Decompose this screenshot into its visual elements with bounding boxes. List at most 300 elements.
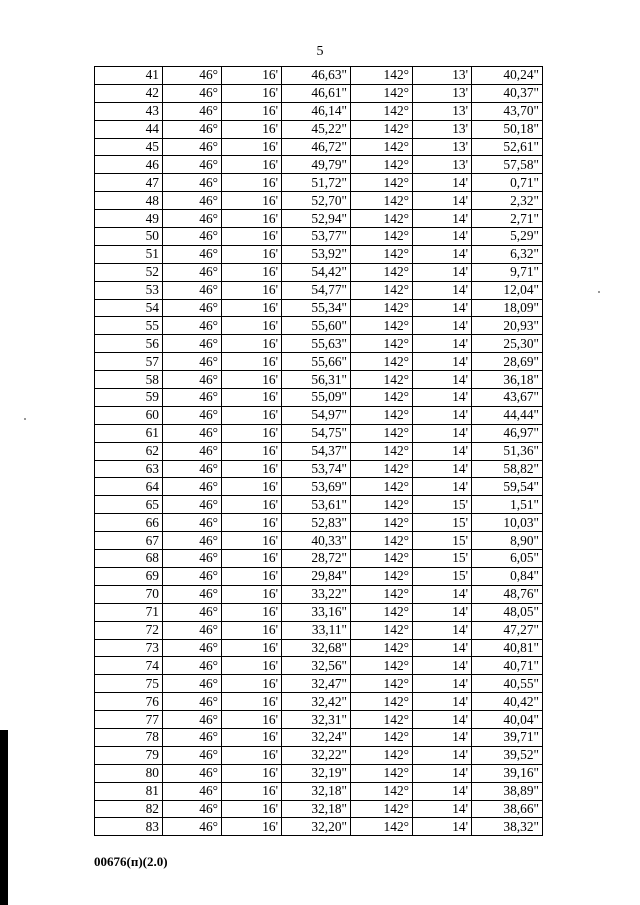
lon-minutes-cell: 14' [413,585,472,603]
lat-minutes-cell: 16' [222,228,282,246]
lon-degrees-cell: 142° [351,174,413,192]
lat-degrees-cell: 46° [163,585,222,603]
lat-degrees-cell: 46° [163,675,222,693]
lon-degrees-cell: 142° [351,478,413,496]
lat-seconds-cell: 28,72" [282,550,351,568]
lat-minutes-cell: 16' [222,764,282,782]
lon-degrees-cell: 142° [351,210,413,228]
lon-minutes-cell: 14' [413,693,472,711]
lon-degrees-cell: 142° [351,657,413,675]
table-row [95,263,543,281]
lon-minutes-cell: 14' [413,192,472,210]
lat-seconds-cell: 52,94" [282,210,351,228]
lon-minutes-cell: 14' [413,818,472,836]
lon-seconds-cell: 25,30" [472,335,543,353]
lat-seconds-cell: 55,09" [282,389,351,407]
lat-minutes-cell: 16' [222,478,282,496]
table-row [95,442,543,460]
lat-seconds-cell: 32,24" [282,728,351,746]
lat-minutes-cell: 16' [222,621,282,639]
lon-seconds-cell: 40,24" [472,67,543,85]
lon-seconds-cell: 10,03" [472,514,543,532]
lon-minutes-cell: 13' [413,102,472,120]
lon-minutes-cell: 15' [413,567,472,585]
lat-minutes-cell: 16' [222,299,282,317]
point-number-cell: 83 [95,818,163,836]
lat-seconds-cell: 32,68" [282,639,351,657]
lon-degrees-cell: 142° [351,764,413,782]
lat-degrees-cell: 46° [163,800,222,818]
lon-degrees-cell: 142° [351,84,413,102]
point-number-cell: 68 [95,550,163,568]
point-number-cell: 74 [95,657,163,675]
lon-seconds-cell: 47,27" [472,621,543,639]
lon-degrees-cell: 142° [351,567,413,585]
lon-seconds-cell: 38,89" [472,782,543,800]
lon-degrees-cell: 142° [351,371,413,389]
lon-degrees-cell: 142° [351,460,413,478]
lon-seconds-cell: 43,70" [472,102,543,120]
lon-degrees-cell: 142° [351,621,413,639]
lat-minutes-cell: 16' [222,67,282,85]
table-row [95,389,543,407]
table-row [95,138,543,156]
lat-degrees-cell: 46° [163,335,222,353]
table-row [95,353,543,371]
table-row [95,496,543,514]
point-number-cell: 63 [95,460,163,478]
table-row [95,693,543,711]
coordinates-table [94,66,543,836]
lat-degrees-cell: 46° [163,711,222,729]
table-row [95,460,543,478]
lat-seconds-cell: 53,92" [282,245,351,263]
point-number-cell: 49 [95,210,163,228]
lat-seconds-cell: 32,20" [282,818,351,836]
lat-minutes-cell: 16' [222,192,282,210]
lon-degrees-cell: 142° [351,728,413,746]
lon-degrees-cell: 142° [351,585,413,603]
lon-minutes-cell: 14' [413,460,472,478]
lat-minutes-cell: 16' [222,389,282,407]
lon-minutes-cell: 13' [413,120,472,138]
lat-degrees-cell: 46° [163,532,222,550]
lat-degrees-cell: 46° [163,120,222,138]
point-number-cell: 46 [95,156,163,174]
lon-minutes-cell: 14' [413,603,472,621]
lat-minutes-cell: 16' [222,263,282,281]
lon-minutes-cell: 15' [413,514,472,532]
lat-seconds-cell: 32,22" [282,746,351,764]
lon-minutes-cell: 14' [413,245,472,263]
lat-seconds-cell: 46,61" [282,84,351,102]
lon-minutes-cell: 14' [413,263,472,281]
lon-seconds-cell: 59,54" [472,478,543,496]
lon-seconds-cell: 28,69" [472,353,543,371]
lat-minutes-cell: 16' [222,657,282,675]
lat-degrees-cell: 46° [163,138,222,156]
point-number-cell: 65 [95,496,163,514]
lon-minutes-cell: 14' [413,353,472,371]
lat-minutes-cell: 16' [222,818,282,836]
lon-degrees-cell: 142° [351,156,413,174]
point-number-cell: 50 [95,228,163,246]
page-number: 5 [316,44,324,59]
lat-seconds-cell: 32,19" [282,764,351,782]
lat-seconds-cell: 46,63" [282,67,351,85]
lon-seconds-cell: 5,29" [472,228,543,246]
point-number-cell: 61 [95,424,163,442]
lat-degrees-cell: 46° [163,782,222,800]
lon-seconds-cell: 43,67" [472,389,543,407]
table-row [95,299,543,317]
table-row [95,228,543,246]
lon-seconds-cell: 46,97" [472,424,543,442]
lat-minutes-cell: 16' [222,210,282,228]
lat-seconds-cell: 32,47" [282,675,351,693]
table-row [95,800,543,818]
lon-seconds-cell: 39,16" [472,764,543,782]
table-row [95,102,543,120]
point-number-cell: 41 [95,67,163,85]
lon-seconds-cell: 38,32" [472,818,543,836]
lon-seconds-cell: 40,55" [472,675,543,693]
table-row [95,67,543,85]
table-row [95,120,543,138]
lon-minutes-cell: 14' [413,228,472,246]
lon-degrees-cell: 142° [351,299,413,317]
lon-seconds-cell: 6,32" [472,245,543,263]
lon-degrees-cell: 142° [351,228,413,246]
table-row [95,621,543,639]
point-number-cell: 77 [95,711,163,729]
table-row [95,371,543,389]
lat-degrees-cell: 46° [163,567,222,585]
table-row [95,84,543,102]
lat-seconds-cell: 55,63" [282,335,351,353]
lat-seconds-cell: 33,22" [282,585,351,603]
lat-minutes-cell: 16' [222,156,282,174]
lat-minutes-cell: 16' [222,245,282,263]
point-number-cell: 64 [95,478,163,496]
lat-degrees-cell: 46° [163,317,222,335]
lon-degrees-cell: 142° [351,335,413,353]
table-row [95,335,543,353]
lon-degrees-cell: 142° [351,353,413,371]
lat-minutes-cell: 16' [222,84,282,102]
lon-minutes-cell: 13' [413,84,472,102]
lon-seconds-cell: 48,05" [472,603,543,621]
table-row [95,514,543,532]
lat-seconds-cell: 32,31" [282,711,351,729]
lon-minutes-cell: 14' [413,210,472,228]
lon-seconds-cell: 1,51" [472,496,543,514]
coordinates-table-body [95,67,543,836]
lat-minutes-cell: 16' [222,281,282,299]
lat-seconds-cell: 32,42" [282,693,351,711]
lon-degrees-cell: 142° [351,317,413,335]
lon-degrees-cell: 142° [351,532,413,550]
lon-seconds-cell: 38,66" [472,800,543,818]
lon-minutes-cell: 14' [413,657,472,675]
lat-minutes-cell: 16' [222,460,282,478]
lat-minutes-cell: 16' [222,746,282,764]
point-number-cell: 42 [95,84,163,102]
lat-seconds-cell: 45,22" [282,120,351,138]
lon-degrees-cell: 142° [351,389,413,407]
point-number-cell: 75 [95,675,163,693]
lon-minutes-cell: 14' [413,478,472,496]
lat-seconds-cell: 49,79" [282,156,351,174]
lat-degrees-cell: 46° [163,693,222,711]
table-row [95,711,543,729]
lon-minutes-cell: 14' [413,317,472,335]
lat-degrees-cell: 46° [163,478,222,496]
table-row [95,746,543,764]
lat-minutes-cell: 16' [222,120,282,138]
lat-degrees-cell: 46° [163,210,222,228]
lon-seconds-cell: 9,71" [472,263,543,281]
point-number-cell: 43 [95,102,163,120]
lon-minutes-cell: 14' [413,800,472,818]
lat-degrees-cell: 46° [163,550,222,568]
point-number-cell: 81 [95,782,163,800]
point-number-cell: 58 [95,371,163,389]
point-number-cell: 76 [95,693,163,711]
lon-seconds-cell: 58,82" [472,460,543,478]
table-row [95,532,543,550]
lon-minutes-cell: 14' [413,335,472,353]
lon-minutes-cell: 15' [413,496,472,514]
lat-minutes-cell: 16' [222,102,282,120]
lon-minutes-cell: 14' [413,639,472,657]
table-row [95,585,543,603]
lat-minutes-cell: 16' [222,639,282,657]
lon-degrees-cell: 142° [351,263,413,281]
lat-seconds-cell: 51,72" [282,174,351,192]
lon-seconds-cell: 40,04" [472,711,543,729]
lat-minutes-cell: 16' [222,532,282,550]
point-number-cell: 57 [95,353,163,371]
lon-degrees-cell: 142° [351,245,413,263]
table-row [95,603,543,621]
lon-degrees-cell: 142° [351,746,413,764]
lon-seconds-cell: 8,90" [472,532,543,550]
lat-minutes-cell: 16' [222,514,282,532]
table-row [95,657,543,675]
table-row [95,764,543,782]
lon-degrees-cell: 142° [351,406,413,424]
point-number-cell: 67 [95,532,163,550]
lat-degrees-cell: 46° [163,299,222,317]
lat-seconds-cell: 53,77" [282,228,351,246]
table-row [95,728,543,746]
lat-seconds-cell: 32,18" [282,782,351,800]
lat-degrees-cell: 46° [163,746,222,764]
point-number-cell: 55 [95,317,163,335]
lat-degrees-cell: 46° [163,728,222,746]
lat-degrees-cell: 46° [163,156,222,174]
lat-degrees-cell: 46° [163,102,222,120]
lat-minutes-cell: 16' [222,174,282,192]
lon-minutes-cell: 14' [413,621,472,639]
lon-minutes-cell: 14' [413,389,472,407]
lat-seconds-cell: 55,60" [282,317,351,335]
lon-seconds-cell: 20,93" [472,317,543,335]
lat-degrees-cell: 46° [163,639,222,657]
lon-minutes-cell: 14' [413,371,472,389]
table-row [95,406,543,424]
table-row [95,818,543,836]
lat-degrees-cell: 46° [163,621,222,639]
lat-degrees-cell: 46° [163,818,222,836]
lat-seconds-cell: 53,74" [282,460,351,478]
lat-seconds-cell: 52,83" [282,514,351,532]
table-row [95,550,543,568]
lon-minutes-cell: 15' [413,532,472,550]
lat-seconds-cell: 29,84" [282,567,351,585]
lon-minutes-cell: 13' [413,67,472,85]
point-number-cell: 59 [95,389,163,407]
lat-seconds-cell: 32,18" [282,800,351,818]
lat-seconds-cell: 56,31" [282,371,351,389]
lon-degrees-cell: 142° [351,120,413,138]
table-row [95,156,543,174]
point-number-cell: 53 [95,281,163,299]
lat-minutes-cell: 16' [222,371,282,389]
lon-seconds-cell: 57,58" [472,156,543,174]
lon-seconds-cell: 12,04" [472,281,543,299]
lat-seconds-cell: 54,37" [282,442,351,460]
point-number-cell: 66 [95,514,163,532]
lat-seconds-cell: 55,66" [282,353,351,371]
table-row [95,639,543,657]
lon-seconds-cell: 52,61" [472,138,543,156]
lat-seconds-cell: 53,61" [282,496,351,514]
lon-minutes-cell: 14' [413,675,472,693]
lat-seconds-cell: 54,42" [282,263,351,281]
point-number-cell: 54 [95,299,163,317]
lon-degrees-cell: 142° [351,138,413,156]
lon-seconds-cell: 18,09" [472,299,543,317]
lat-minutes-cell: 16' [222,800,282,818]
lon-minutes-cell: 14' [413,711,472,729]
lat-minutes-cell: 16' [222,335,282,353]
lon-minutes-cell: 14' [413,406,472,424]
lon-degrees-cell: 142° [351,711,413,729]
point-number-cell: 72 [95,621,163,639]
point-number-cell: 69 [95,567,163,585]
table-row [95,245,543,263]
lon-degrees-cell: 142° [351,782,413,800]
lat-degrees-cell: 46° [163,67,222,85]
lat-seconds-cell: 53,69" [282,478,351,496]
lon-degrees-cell: 142° [351,496,413,514]
scan-edge-bar [0,730,8,905]
lon-minutes-cell: 13' [413,156,472,174]
lat-seconds-cell: 52,70" [282,192,351,210]
lat-minutes-cell: 16' [222,550,282,568]
lon-seconds-cell: 2,32" [472,192,543,210]
lon-degrees-cell: 142° [351,67,413,85]
table-row [95,210,543,228]
point-number-cell: 80 [95,764,163,782]
lat-degrees-cell: 46° [163,406,222,424]
lon-seconds-cell: 39,52" [472,746,543,764]
lon-degrees-cell: 142° [351,192,413,210]
lon-minutes-cell: 14' [413,299,472,317]
point-number-cell: 78 [95,728,163,746]
document-code: 00676(п)(2.0) [94,854,168,869]
lon-minutes-cell: 15' [413,550,472,568]
lat-minutes-cell: 16' [222,693,282,711]
lon-seconds-cell: 40,71" [472,657,543,675]
lon-minutes-cell: 14' [413,728,472,746]
table-row [95,567,543,585]
table-row [95,192,543,210]
lon-minutes-cell: 14' [413,746,472,764]
lon-seconds-cell: 44,44" [472,406,543,424]
lat-minutes-cell: 16' [222,496,282,514]
point-number-cell: 44 [95,120,163,138]
lat-minutes-cell: 16' [222,603,282,621]
lon-minutes-cell: 13' [413,138,472,156]
lat-degrees-cell: 46° [163,192,222,210]
lon-degrees-cell: 142° [351,424,413,442]
point-number-cell: 82 [95,800,163,818]
lon-seconds-cell: 50,18" [472,120,543,138]
point-number-cell: 70 [95,585,163,603]
lat-minutes-cell: 16' [222,317,282,335]
lat-seconds-cell: 46,14" [282,102,351,120]
lon-minutes-cell: 14' [413,424,472,442]
lon-degrees-cell: 142° [351,281,413,299]
lat-degrees-cell: 46° [163,460,222,478]
point-number-cell: 60 [95,406,163,424]
lat-seconds-cell: 54,97" [282,406,351,424]
table-row [95,675,543,693]
lon-seconds-cell: 39,71" [472,728,543,746]
lat-minutes-cell: 16' [222,442,282,460]
scan-speck [24,418,26,420]
point-number-cell: 71 [95,603,163,621]
lon-seconds-cell: 51,36" [472,442,543,460]
lon-minutes-cell: 14' [413,442,472,460]
lat-degrees-cell: 46° [163,228,222,246]
lon-seconds-cell: 36,18" [472,371,543,389]
table-row [95,782,543,800]
lon-degrees-cell: 142° [351,102,413,120]
table-row [95,174,543,192]
lon-seconds-cell: 2,71" [472,210,543,228]
lon-minutes-cell: 14' [413,174,472,192]
lat-degrees-cell: 46° [163,263,222,281]
lat-minutes-cell: 16' [222,424,282,442]
lat-degrees-cell: 46° [163,245,222,263]
lon-degrees-cell: 142° [351,675,413,693]
lon-degrees-cell: 142° [351,603,413,621]
point-number-cell: 73 [95,639,163,657]
lon-seconds-cell: 40,81" [472,639,543,657]
lat-minutes-cell: 16' [222,138,282,156]
lat-minutes-cell: 16' [222,728,282,746]
lat-seconds-cell: 32,56" [282,657,351,675]
point-number-cell: 45 [95,138,163,156]
lat-degrees-cell: 46° [163,424,222,442]
lat-seconds-cell: 33,11" [282,621,351,639]
lat-minutes-cell: 16' [222,353,282,371]
lon-degrees-cell: 142° [351,514,413,532]
